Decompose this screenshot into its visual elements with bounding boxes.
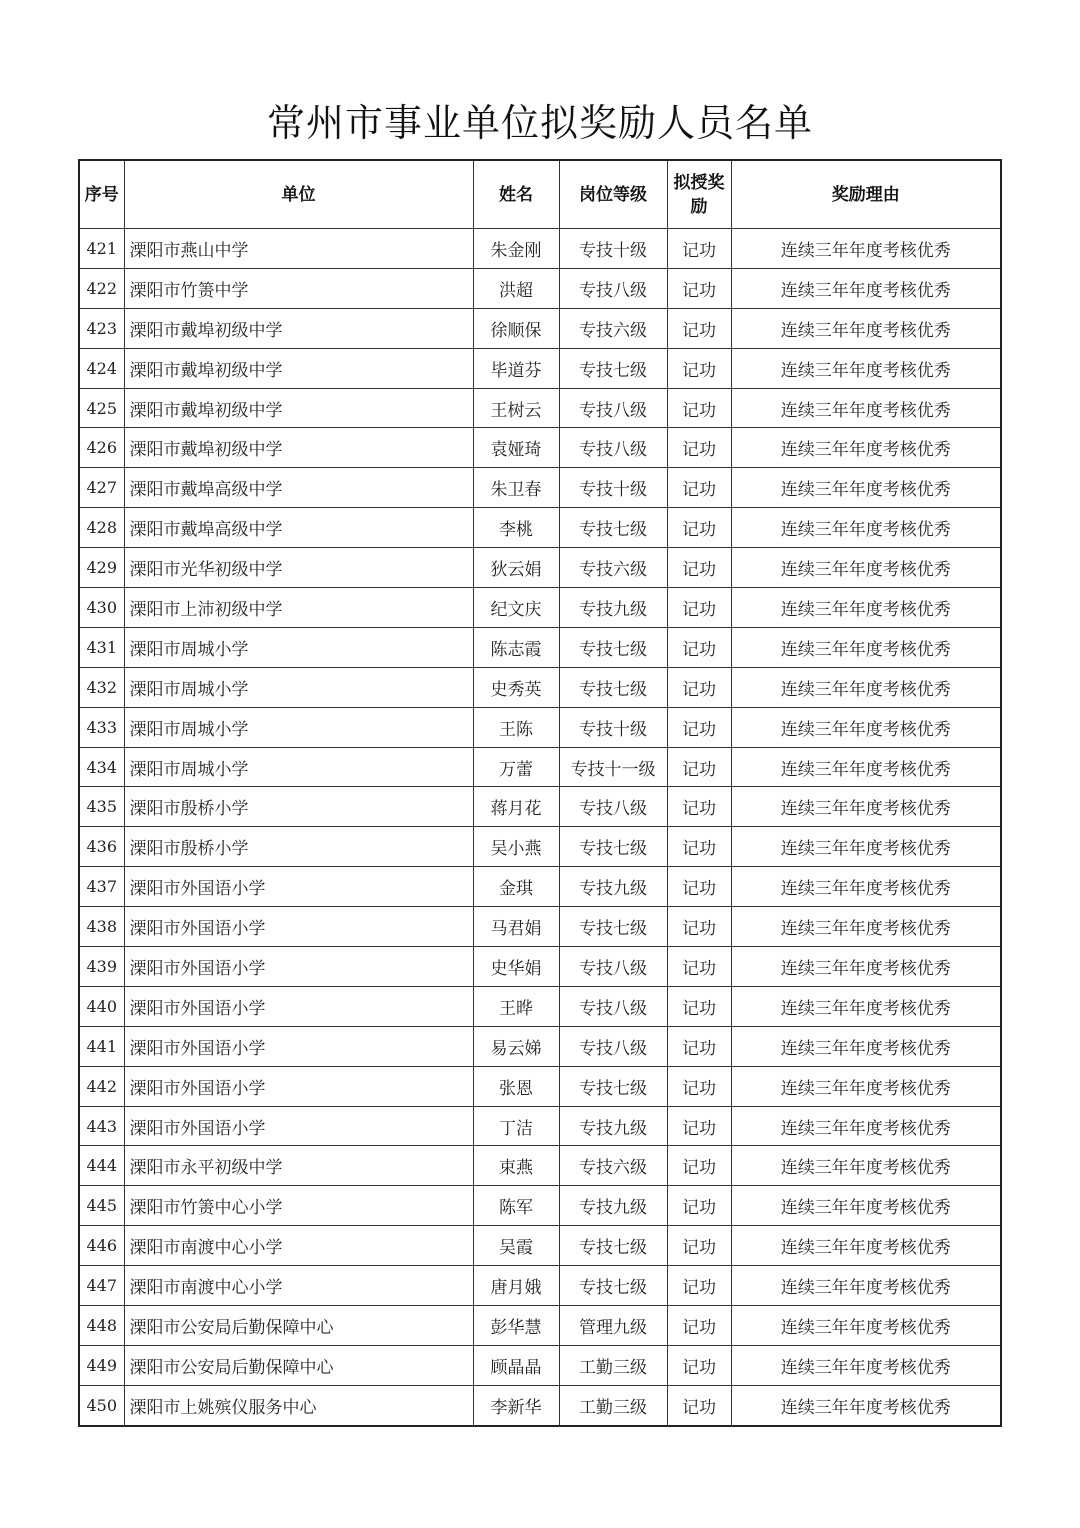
cell-name: 李新华: [473, 1385, 559, 1425]
cell-name: 彭华慧: [473, 1306, 559, 1346]
cell-award: 记功: [667, 1226, 731, 1266]
cell-name: 金琪: [473, 867, 559, 907]
cell-level: 专技六级: [559, 1146, 667, 1186]
cell-level: 专技六级: [559, 308, 667, 348]
table-row: [79, 1066, 1001, 1106]
cell-unit: 溧阳市外国语小学: [124, 1026, 473, 1066]
cell-reason: 连续三年年度考核优秀: [731, 1186, 1001, 1226]
cell-award: 记功: [667, 1026, 731, 1066]
table-row: [79, 707, 1001, 747]
cell-name: 徐顺保: [473, 308, 559, 348]
cell-name: 马君娟: [473, 907, 559, 947]
cell-award: 记功: [667, 268, 731, 308]
cell-unit: 溧阳市永平初级中学: [124, 1146, 473, 1186]
table-row: [79, 308, 1001, 348]
cell-award: 记功: [667, 1146, 731, 1186]
cell-name: 洪超: [473, 268, 559, 308]
cell-level: 专技九级: [559, 1106, 667, 1146]
cell-seq: 423: [79, 308, 124, 348]
cell-unit: 溧阳市戴埠初级中学: [124, 428, 473, 468]
cell-unit: 溧阳市外国语小学: [124, 986, 473, 1026]
cell-unit: 溧阳市竹箦中学: [124, 268, 473, 308]
cell-award: 记功: [667, 827, 731, 867]
cell-name: 吴小燕: [473, 827, 559, 867]
table-row: [79, 388, 1001, 428]
table-row: [79, 747, 1001, 787]
cell-level: 专技八级: [559, 388, 667, 428]
cell-reason: 连续三年年度考核优秀: [731, 1026, 1001, 1066]
cell-award: 记功: [667, 947, 731, 987]
cell-name: 吴霞: [473, 1226, 559, 1266]
table-row: [79, 1266, 1001, 1306]
cell-seq: 436: [79, 827, 124, 867]
cell-award: 记功: [667, 1345, 731, 1385]
cell-reason: 连续三年年度考核优秀: [731, 747, 1001, 787]
cell-unit: 溧阳市殷桥小学: [124, 787, 473, 827]
cell-level: 专技八级: [559, 986, 667, 1026]
cell-award: 记功: [667, 229, 731, 269]
cell-seq: 430: [79, 588, 124, 628]
table-row: [79, 667, 1001, 707]
cell-reason: 连续三年年度考核优秀: [731, 907, 1001, 947]
cell-award: 记功: [667, 986, 731, 1026]
cell-seq: 425: [79, 388, 124, 428]
cell-award: 记功: [667, 707, 731, 747]
cell-seq: 442: [79, 1066, 124, 1106]
cell-name: 束燕: [473, 1146, 559, 1186]
table-row: [79, 947, 1001, 987]
cell-reason: 连续三年年度考核优秀: [731, 1306, 1001, 1346]
cell-unit: 溧阳市戴埠高级中学: [124, 508, 473, 548]
cell-level: 专技八级: [559, 268, 667, 308]
table-row: [79, 827, 1001, 867]
table-row: [79, 907, 1001, 947]
cell-name: 陈军: [473, 1186, 559, 1226]
cell-level: 专技九级: [559, 1186, 667, 1226]
cell-unit: 溧阳市周城小学: [124, 627, 473, 667]
table-row: [79, 1146, 1001, 1186]
cell-award: 记功: [667, 907, 731, 947]
table-header: [79, 160, 1001, 229]
cell-unit: 溧阳市外国语小学: [124, 907, 473, 947]
cell-reason: 连续三年年度考核优秀: [731, 947, 1001, 987]
cell-level: 专技八级: [559, 428, 667, 468]
cell-unit: 溧阳市光华初级中学: [124, 548, 473, 588]
cell-reason: 连续三年年度考核优秀: [731, 588, 1001, 628]
table-row: [79, 1226, 1001, 1266]
cell-award: 记功: [667, 1266, 731, 1306]
cell-level: 专技七级: [559, 508, 667, 548]
cell-reason: 连续三年年度考核优秀: [731, 1226, 1001, 1266]
cell-unit: 溧阳市竹箦中心小学: [124, 1186, 473, 1226]
cell-level: 专技七级: [559, 1066, 667, 1106]
cell-award: 记功: [667, 428, 731, 468]
cell-level: 专技七级: [559, 667, 667, 707]
table-row: [79, 588, 1001, 628]
cell-award: 记功: [667, 1186, 731, 1226]
cell-seq: 440: [79, 986, 124, 1026]
cell-unit: 溧阳市殷桥小学: [124, 827, 473, 867]
table-row: [79, 1345, 1001, 1385]
cell-award: 记功: [667, 1306, 731, 1346]
cell-name: 万蕾: [473, 747, 559, 787]
cell-level: 专技七级: [559, 627, 667, 667]
cell-unit: 溧阳市戴埠初级中学: [124, 348, 473, 388]
cell-reason: 连续三年年度考核优秀: [731, 667, 1001, 707]
cell-level: 专技七级: [559, 348, 667, 388]
cell-unit: 溧阳市公安局后勤保障中心: [124, 1345, 473, 1385]
table-row: [79, 986, 1001, 1026]
cell-level: 专技十级: [559, 468, 667, 508]
cell-seq: 434: [79, 747, 124, 787]
table-row: [79, 1106, 1001, 1146]
cell-award: 记功: [667, 667, 731, 707]
cell-name: 王陈: [473, 707, 559, 747]
cell-level: 专技十级: [559, 229, 667, 269]
table-row: [79, 1385, 1001, 1425]
cell-seq: 432: [79, 667, 124, 707]
cell-name: 张恩: [473, 1066, 559, 1106]
cell-unit: 溧阳市戴埠初级中学: [124, 308, 473, 348]
cell-reason: 连续三年年度考核优秀: [731, 508, 1001, 548]
cell-name: 史华娟: [473, 947, 559, 987]
cell-seq: 435: [79, 787, 124, 827]
cell-name: 朱金刚: [473, 229, 559, 269]
cell-seq: 446: [79, 1226, 124, 1266]
cell-award: 记功: [667, 588, 731, 628]
cell-award: 记功: [667, 867, 731, 907]
cell-seq: 431: [79, 627, 124, 667]
cell-unit: 溧阳市燕山中学: [124, 229, 473, 269]
cell-level: 管理九级: [559, 1306, 667, 1346]
cell-unit: 溧阳市周城小学: [124, 747, 473, 787]
table-row: [79, 548, 1001, 588]
cell-name: 袁娅琦: [473, 428, 559, 468]
cell-level: 专技九级: [559, 588, 667, 628]
cell-award: 记功: [667, 508, 731, 548]
table-row: [79, 787, 1001, 827]
cell-reason: 连续三年年度考核优秀: [731, 827, 1001, 867]
cell-seq: 437: [79, 867, 124, 907]
cell-award: 记功: [667, 1066, 731, 1106]
cell-level: 专技七级: [559, 1266, 667, 1306]
cell-award: 记功: [667, 1385, 731, 1425]
cell-seq: 428: [79, 508, 124, 548]
cell-name: 易云娣: [473, 1026, 559, 1066]
cell-seq: 444: [79, 1146, 124, 1186]
cell-name: 王树云: [473, 388, 559, 428]
cell-seq: 427: [79, 468, 124, 508]
table-row: [79, 468, 1001, 508]
cell-unit: 溧阳市外国语小学: [124, 867, 473, 907]
table-row: [79, 1026, 1001, 1066]
cell-reason: 连续三年年度考核优秀: [731, 428, 1001, 468]
table-row: [79, 428, 1001, 468]
cell-seq: 448: [79, 1306, 124, 1346]
cell-reason: 连续三年年度考核优秀: [731, 1146, 1001, 1186]
cell-level: 专技十级: [559, 707, 667, 747]
header-row: [79, 160, 1001, 229]
page-title: 常州市事业单位拟奖励人员名单: [266, 101, 813, 145]
cell-seq: 449: [79, 1345, 124, 1385]
cell-reason: 连续三年年度考核优秀: [731, 627, 1001, 667]
cell-unit: 溧阳市公安局后勤保障中心: [124, 1306, 473, 1346]
cell-seq: 426: [79, 428, 124, 468]
table-row: [79, 229, 1001, 269]
cell-seq: 438: [79, 907, 124, 947]
cell-level: 专技六级: [559, 548, 667, 588]
cell-reason: 连续三年年度考核优秀: [731, 986, 1001, 1026]
cell-reason: 连续三年年度考核优秀: [731, 787, 1001, 827]
cell-level: 专技八级: [559, 947, 667, 987]
cell-award: 记功: [667, 348, 731, 388]
table-row: [79, 1306, 1001, 1346]
cell-name: 陈志霞: [473, 627, 559, 667]
table-body: [79, 229, 1001, 1426]
header-award: 拟授奖励: [667, 160, 731, 229]
cell-seq: 433: [79, 707, 124, 747]
cell-level: 专技七级: [559, 827, 667, 867]
cell-award: 记功: [667, 747, 731, 787]
cell-award: 记功: [667, 1106, 731, 1146]
cell-unit: 溧阳市戴埠高级中学: [124, 468, 473, 508]
cell-unit: 溧阳市南渡中心小学: [124, 1226, 473, 1266]
cell-name: 狄云娟: [473, 548, 559, 588]
header-level: 岗位等级: [559, 160, 667, 229]
cell-reason: 连续三年年度考核优秀: [731, 348, 1001, 388]
cell-reason: 连续三年年度考核优秀: [731, 1066, 1001, 1106]
award-table: [78, 159, 1002, 1427]
cell-reason: 连续三年年度考核优秀: [731, 707, 1001, 747]
cell-name: 李桃: [473, 508, 559, 548]
cell-reason: 连续三年年度考核优秀: [731, 388, 1001, 428]
cell-seq: 441: [79, 1026, 124, 1066]
cell-name: 顾晶晶: [473, 1345, 559, 1385]
table-row: [79, 867, 1001, 907]
cell-seq: 439: [79, 947, 124, 987]
cell-unit: 溧阳市周城小学: [124, 707, 473, 747]
cell-reason: 连续三年年度考核优秀: [731, 468, 1001, 508]
cell-name: 丁洁: [473, 1106, 559, 1146]
cell-reason: 连续三年年度考核优秀: [731, 548, 1001, 588]
cell-name: 朱卫春: [473, 468, 559, 508]
table-row: [79, 508, 1001, 548]
cell-award: 记功: [667, 627, 731, 667]
cell-name: 史秀英: [473, 667, 559, 707]
cell-reason: 连续三年年度考核优秀: [731, 1266, 1001, 1306]
cell-award: 记功: [667, 308, 731, 348]
cell-name: 王晔: [473, 986, 559, 1026]
cell-reason: 连续三年年度考核优秀: [731, 268, 1001, 308]
table-row: [79, 627, 1001, 667]
cell-seq: 443: [79, 1106, 124, 1146]
cell-seq: 447: [79, 1266, 124, 1306]
cell-level: 工勤三级: [559, 1345, 667, 1385]
header-reason: 奖励理由: [731, 160, 1001, 229]
cell-seq: 450: [79, 1385, 124, 1425]
cell-level: 专技八级: [559, 1026, 667, 1066]
cell-name: 纪文庆: [473, 588, 559, 628]
cell-seq: 422: [79, 268, 124, 308]
cell-level: 专技七级: [559, 907, 667, 947]
cell-unit: 溧阳市外国语小学: [124, 1066, 473, 1106]
cell-unit: 溧阳市戴埠初级中学: [124, 388, 473, 428]
cell-level: 工勤三级: [559, 1385, 667, 1425]
cell-level: 专技十一级: [559, 747, 667, 787]
cell-unit: 溧阳市外国语小学: [124, 947, 473, 987]
cell-award: 记功: [667, 468, 731, 508]
cell-seq: 445: [79, 1186, 124, 1226]
cell-reason: 连续三年年度考核优秀: [731, 229, 1001, 269]
cell-unit: 溧阳市上姚殡仪服务中心: [124, 1385, 473, 1425]
cell-name: 唐月娥: [473, 1266, 559, 1306]
cell-reason: 连续三年年度考核优秀: [731, 308, 1001, 348]
cell-unit: 溧阳市外国语小学: [124, 1106, 473, 1146]
cell-reason: 连续三年年度考核优秀: [731, 1106, 1001, 1146]
header-seq: 序号: [79, 160, 124, 229]
cell-unit: 溧阳市周城小学: [124, 667, 473, 707]
cell-seq: 421: [79, 229, 124, 269]
cell-award: 记功: [667, 787, 731, 827]
cell-level: 专技八级: [559, 787, 667, 827]
cell-name: 毕道芬: [473, 348, 559, 388]
cell-seq: 424: [79, 348, 124, 388]
cell-name: 蒋月花: [473, 787, 559, 827]
header-unit: 单位: [124, 160, 473, 229]
cell-reason: 连续三年年度考核优秀: [731, 1385, 1001, 1425]
cell-level: 专技九级: [559, 867, 667, 907]
table-row: [79, 1186, 1001, 1226]
header-name: 姓名: [473, 160, 559, 229]
cell-level: 专技七级: [559, 1226, 667, 1266]
table-row: [79, 268, 1001, 308]
table-row: [79, 348, 1001, 388]
cell-unit: 溧阳市南渡中心小学: [124, 1266, 473, 1306]
cell-reason: 连续三年年度考核优秀: [731, 1345, 1001, 1385]
cell-seq: 429: [79, 548, 124, 588]
cell-unit: 溧阳市上沛初级中学: [124, 588, 473, 628]
cell-award: 记功: [667, 548, 731, 588]
cell-reason: 连续三年年度考核优秀: [731, 867, 1001, 907]
cell-award: 记功: [667, 388, 731, 428]
